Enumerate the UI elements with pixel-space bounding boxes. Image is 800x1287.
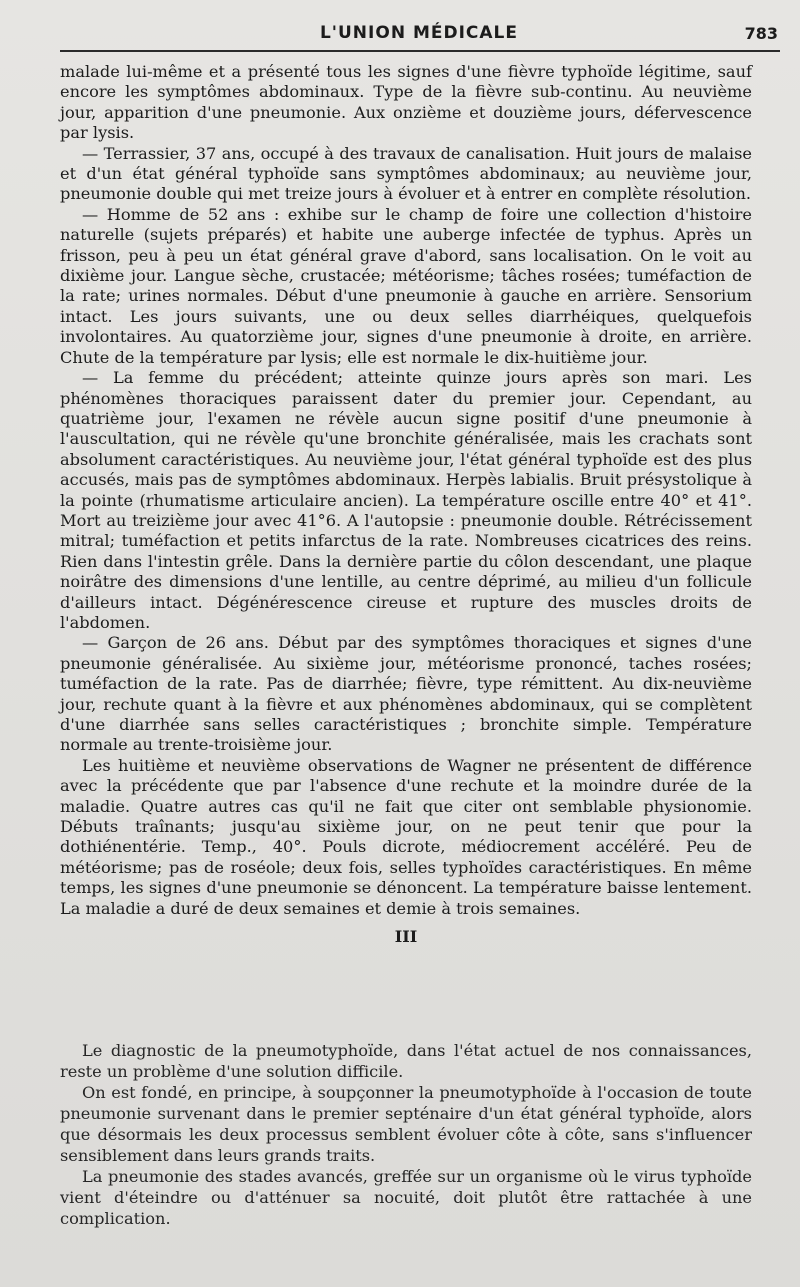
paragraph: — Homme de 52 ans : exhibe sur le champ de foire une collection d'histoire naturelle (sujets préparés) et habite une auberge infectée de typhus. Après un frisson, peu à peu un état général grave d'abord, sans localisation. On le voit au dixième jour. Langue sèche, crustacée; météorisme; tâches rosées; tuméfaction de la rate; urines normales. Début d'une pneumonie à gauche en arrière. Sensorium intact. Les jours suivants, une ou deux selles diarrhéiques, quelquefois involontaires. Au quatorzième jour, signes d'une pneumonie à droite, en arrière. Chute de la température par lysis; elle est normale le dix-huitième jour. (60, 204, 752, 367)
paragraph: Le diagnostic de la pneumotyphoïde, dans l'état actuel de nos connaissances, reste un problème d'une solution difficile. (60, 1041, 752, 1081)
journal-title: L'UNION MÉDICALE (319, 23, 519, 43)
paragraph: malade lui-même et a présenté tous les signes d'une fièvre typhoïde légitime, sauf encore les symptômes abdominaux. Type de la fièvre sub-continu. Au neuvième jour, apparition d'une pneumonie. Aux onzième et douzième jours, défervescence par lysis. (60, 62, 752, 143)
paragraph: La pneumonie des stades avancés, greffée sur un organisme où le virus typhoïde vient d'éteindre ou d'atténuer sa nocuité, doit plutôt être rattachée à une complication. (60, 1167, 752, 1228)
header-rule (60, 50, 780, 52)
paragraph: — La femme du précédent; atteinte quinze jours après son mari. Les phénomènes thoraciques paraissent dater du premier jour. Cependant, au quatrième jour, l'examen ne révèle aucun signe positif d'une pneumonie à l'auscultation, qui ne révèle qu'une bronchite généralisée, mais les crachats sont absolument caractéristiques. Au neuvième jour, l'état général typhoïde est des plus accusés, mais pas de symptômes abdominaux. Herpès labialis. Bruit présystolique à la pointe (rhumatisme articulaire ancien). La température oscille entre 40° et 41°. Mort au treizième jour avec 41°6. A l'autopsie : pneumonie double. Rétrécissement mitral; tuméfaction et petits infarctus de la rate. Nombreuses cicatrices des reins. Rien dans l'intestin grêle. Dans la dernière partie du côlon descendant, une plaque noirâtre des dimensions d'une lentille, au centre déprimé, au milieu d'un follicule d'ailleurs intact. Dégénérescence cireuse et rupture des muscles droits de l'abdomen. (60, 368, 752, 632)
paragraph: Les huitième et neuvième observations de Wagner ne présentent de différence avec la précédente que par l'absence d'une rechute et la moindre durée de la maladie. Quatre autres cas qu'il ne fait que citer ont semblable physionomie. Débuts traînants; jusqu'au sixième jour, on ne peut tenir que pour la dothiénentérie. Temp., 40°. Pouls dicrote, médiocrement accéléré. Peu de météorisme; pas de roséole; deux fois, selles typhoïdes caractéristiques. En même temps, les signes d'une pneumonie se dénoncent. La température baisse lentement. La maladie a duré de deux semaines et demie à trois semaines. (60, 755, 752, 918)
section-three-body (60, 1040, 752, 1229)
paragraph: — Terrassier, 37 ans, occupé à des travaux de canalisation. Huit jours de malaise et d'un état général typhoïde sans symptômes abdominaux; au neuvième jour, pneumonie double qui met treize jours à évoluer et à entrer en complète résolution. (60, 143, 752, 204)
paragraph: On est fondé, en principe, à soupçonner la pneumotyphoïde à l'occasion de toute pneumonie survenant dans le premier septénaire d'un état général typhoïde, alors que désormais les deux processus semblent évoluer côte à côte, sans s'influencer sensiblement dans leurs grands traits. (60, 1083, 752, 1165)
article-body (60, 62, 752, 965)
page-number: 783 (744, 24, 778, 43)
section-heading: III (394, 927, 418, 947)
paragraph: — Garçon de 26 ans. Début par des symptômes thoraciques et signes d'une pneumonie généralisée. Au sixième jour, météorisme prononcé, taches rosées; tuméfaction de la rate. Pas de diarrhée; fièvre, type rémittent. Au dix-neuvième jour, rechute quant à la fièvre et aux phénomènes abdominaux, qui se complètent d'une diarrhée sans selles caractéristiques ; bronchite simple. Température normale au trente-troisième jour. (60, 633, 752, 755)
running-header (60, 18, 778, 48)
